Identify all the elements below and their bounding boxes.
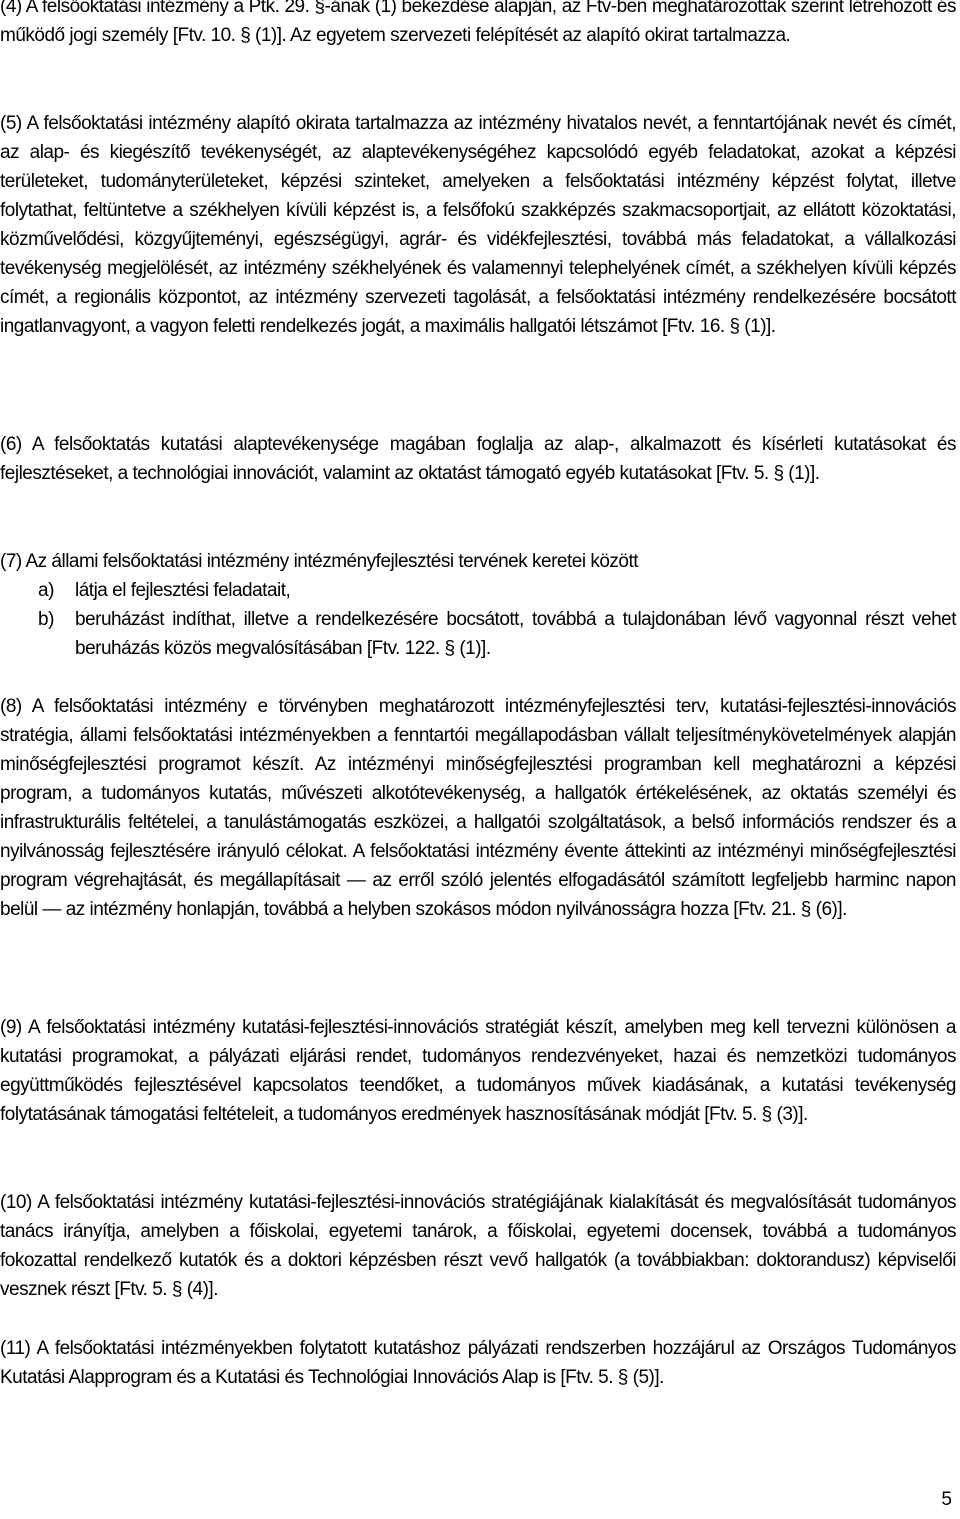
paragraph-10: (10) A felsőoktatási intézmény kutatási-fejlesztési-innovációs stratégiájának kialakítását és megvalósítását tudományos tanács irányítja, amelyben a főiskolai, egyetemi tanárok, a főiskolai, egyetemi docensek, továbbá a tudományos fokozattal rendelkező kutatók és a doktori képzésben részt vevő hallgatók (a továbbiakban: doktorandusz) képviselői vesznek részt [Ftv. 5. § (4)]. [0,1192,956,1300]
paragraph-6: (6) A felsőoktatás kutatási alaptevékenysége magában foglalja az alap-, alkalmazott és kísérleti kutatásokat és fejlesztéseket, a technológiai innovációt, valamint az oktatást támogató egyéb kutatásokat [Ftv. 5. § (1)]. [0,434,956,484]
list-item-marker: b) [38,609,54,630]
paragraph-9: (9) A felsőoktatási intézmény kutatási-fejlesztési-innovációs stratégiát készít, amelyben meg kell tervezni különösen a kutatási programokat, a pályázati eljárási rendet, tudományos rendezvényeket, hazai és nemzetközi tudományos együttműködés fejlesztésével kapcsolatos teendőket, a tudományos művek kiadásának, a kutatási tevékenység folytatásának támogatási feltételeit, a tudományos eredmények hasznosításának módját [Ftv. 5. § (3)]. [0,1017,956,1125]
paragraph-8: (8) A felsőoktatási intézmény e törvényben meghatározott intézményfejlesztési terv, kutatási-fejlesztési-innovációs stratégia, állami felsőoktatási intézményekben a fenntartói megállapodásban vállalt teljesítménykövetelmények alapján minőségfejlesztési programot készít. Az intézményi minőségfejlesztési programban kell meghatározni a képzési program, a tudományos kutatás, művészeti alkotótevékenység, a hallgatók értékelésének, az oktatás személyi és infrastrukturális feltételei, a tanulástámogatás eszközei, a hallgatói szolgáltatások, a belső információs rendszer és a nyilvánosság fejlesztésére irányuló célokat. A felsőoktatási intézmény évente áttekinti az intézményi minőségfejlesztési program végrehajtását, és megállapításait — az erről szóló jelentés elfogadásától számított legfeljebb harminc napon belül — az intézmény honlapján, továbbá a helyben szokásos módon nyilvánosságra hozza [Ftv. 21. § (6)]. [0,696,956,920]
paragraph-7-list [0,576,956,663]
list-item-text: beruházást indíthat, illetve a rendelkezésére bocsátott, továbbá a tulajdonában lévő vagyonnal részt vehet beruházás közös megvalósításában [Ftv. 122. § (1)]. [75,609,956,659]
paragraph-11: (11) A felsőoktatási intézményekben folytatott kutatáshoz pályázati rendszerben hozzájárul az Országos Tudományos Kutatási Alapprogram és a Kutatási és Technológiai Innovációs Alap is [Ftv. 5. § (5)]. [0,1338,956,1388]
page-number: 5 [941,1489,952,1510]
paragraph-4: (4) A felsőoktatási intézmény a Ptk. 29. §-ának (1) bekezdése alapján, az Ftv-ben meghatározottak szerint létrehozott és működő jogi személy [Ftv. 10. § (1)]. Az egyetem szervezeti felépítését az alapító okirat tartalmazza. [0,0,956,46]
paragraph-5: (5) A felsőoktatási intézmény alapító okirata tartalmazza az intézmény hivatalos nevét, a fenntartójának nevét és címét, az alap- és kiegészítő tevékenységét, az alaptevékenységéhez kapcsolódó egyéb feladatokat, azokat a képzési területeket, tudományterületeket, képzési szinteket, amelyeken a felsőoktatási intézmény képzést folytat, illetve folytathat, feltüntetve a székhelyen kívüli képzést is, a felsőfokú szakképzés szakmacsoportjait, az ellátott közoktatási, közművelődési, közgyűjteményi, egészségügyi, agrár- és vidékfejlesztési, továbbá más feladatokat, a vállalkozási tevékenység megjelölését, az intézmény székhelyének és valamennyi telephelyének címét, a székhelyen kívüli képzés címét, a regionális központot, az intézmény szervezeti tagolását, a felsőoktatási intézmény rendelkezésére bocsátott ingatlanvagyont, a vagyon feletti rendelkezés jogát, a maximális hallgatói létszámot [Ftv. 16. § (1)]. [0,113,956,337]
paragraph-7 [0,547,956,663]
list-item [0,605,956,663]
paragraph-7-intro: (7) Az állami felsőoktatási intézmény intézményfejlesztési tervének keretei között [0,551,639,572]
list-item [0,576,956,605]
list-item-text: látja el fejlesztési feladatait, [75,580,291,601]
list-item-marker: a) [38,580,54,601]
